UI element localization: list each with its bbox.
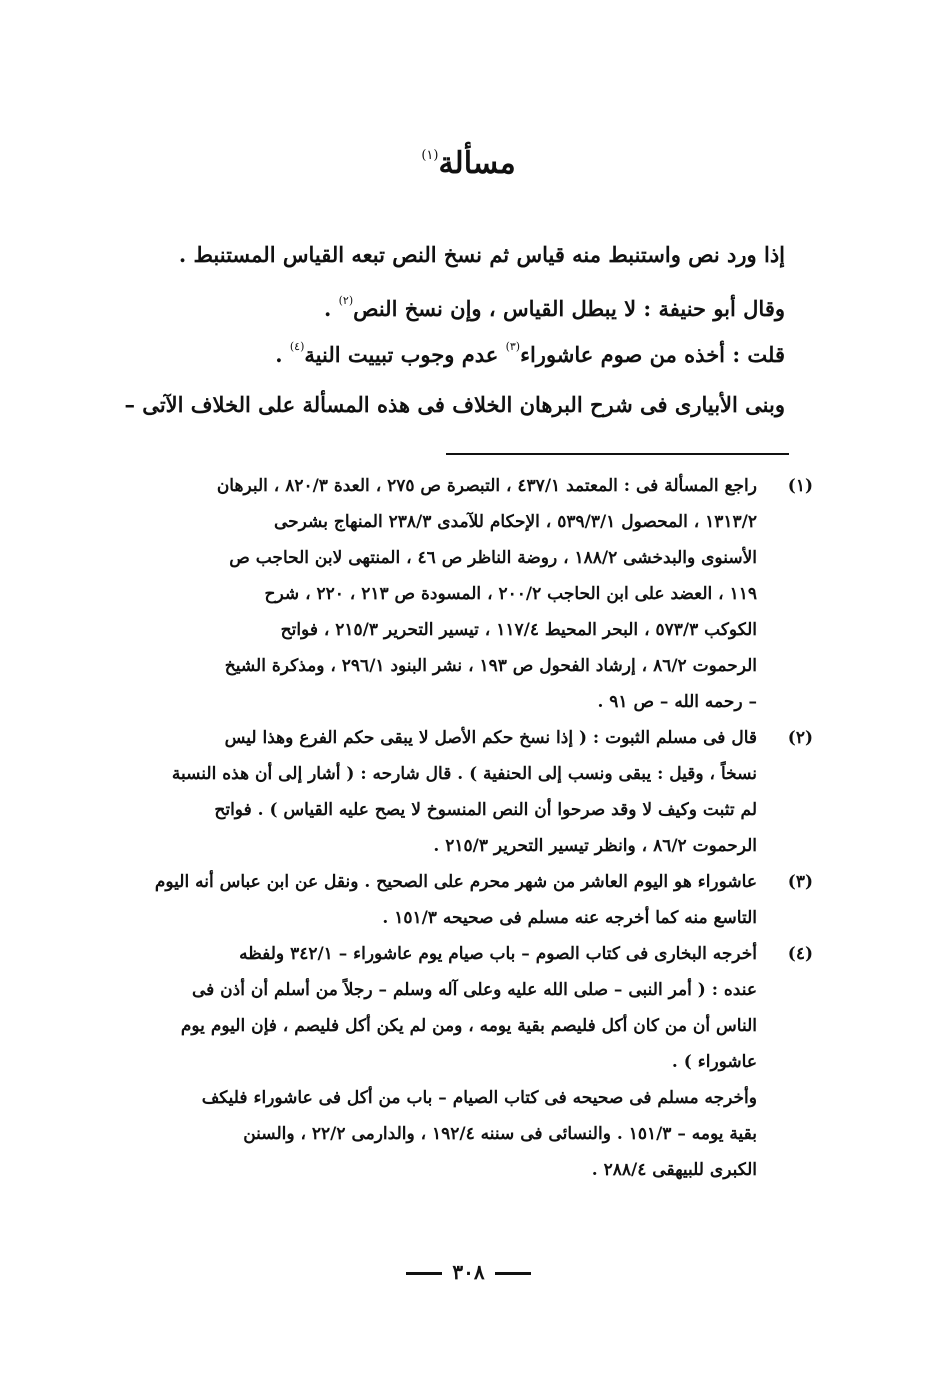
footnote-number: (١) (787, 476, 813, 496)
footnote-line: قال فى مسلم الثبوت : ( إذا نسخ حكم الأصل لا يبقى حكم الفرع وهذا ليس (224, 728, 757, 748)
footnote-3 (123, 864, 813, 936)
footnote-line: عنده : ( أمر النبى – صلى الله عليه وعلى آله وسلم – رجلاً من أسلم أن أذن فى (191, 980, 757, 1000)
footnote-line: أخرجه البخارى فى كتاب الصوم – باب صيام يوم عاشوراء – ٣٤٢/١ ولفظه (239, 944, 757, 964)
footnote-line: الناس أن من كان أكل فليصم بقية يومه ، ومن لم يكن أكل فليصم ، فإن اليوم يوم (180, 1016, 757, 1036)
footnote-text (123, 936, 757, 1188)
footnote-4 (123, 936, 813, 1188)
main-text-line-3-end: . (275, 342, 290, 367)
footnote-line: الأسنوى والبدخشى ١٨٨/٢ ، روضة الناظر ص ٤٦ ، المنتهى لابن الحاجب ص (229, 548, 757, 568)
main-text-line-3 (145, 324, 785, 370)
footnote-line: راجع المسألة فى : المعتمد ٤٣٧/١ ، التبصرة ص ٢٧٥ ، العدة ٨٢٠/٣ ، البرهان (216, 476, 757, 496)
footnote-line: الرحموت ٨٦/٢ ، إرشاد الفحول ص ١٩٣ ، نشر البنود ٢٩٦/١ ، ومذكرة الشيخ (224, 656, 757, 676)
footnote-ref-4: (٤) (289, 340, 305, 353)
main-text-line-3-middle: عدم وجوب تبييت النية (304, 342, 506, 367)
section-title-text: مسألة (438, 146, 516, 181)
page-number-dash (406, 1272, 442, 1275)
page-number-text: ٣٠٨ (452, 1260, 485, 1284)
footnote-number: (٢) (787, 728, 813, 748)
footnote-number: (٣) (787, 872, 813, 892)
footnote-ref-1: (١) (421, 148, 439, 163)
main-text-line-3-text: قلت : أخذه من صوم عاشوراء (520, 342, 785, 367)
footnote-ref-2: (٢) (338, 294, 354, 307)
main-text-line-2 (145, 278, 785, 324)
footnote-line: وأخرجه مسلم فى صحيحه فى كتاب الصيام – باب من أكل فى عاشوراء فليكف (201, 1088, 757, 1108)
footnote-text (123, 468, 757, 720)
footnote-number: (٤) (787, 944, 813, 964)
footnote-ref-3: (٣) (505, 340, 521, 353)
main-text-line-1: إذا ورد نص واستنبط منه قياس ثم نسخ النص تبعه القياس المستنبط . (178, 242, 785, 267)
main-text (124, 232, 785, 428)
footnote-line: ١٣١٣/٢ ، المحصول ٥٣٩/٣/١ ، الإحكام للآمدى ٢٣٨/٣ المنهاج بشرحى (273, 512, 757, 532)
footnote-line: الكبرى للبيهقى ٢٨٨/٤ . (591, 1160, 757, 1180)
footnote-line: بقية يومه – ١٥١/٣ . والنسائى فى سننه ١٩٢/٤ ، والدارمى ٢٢/٢ ، والسنن (243, 1124, 757, 1144)
footnote-2 (123, 720, 813, 864)
main-text-line-2-text: وقال أبو حنيفة : لا يبطل القياس ، وإن نسخ النص (353, 296, 785, 321)
page-number-dash (495, 1272, 531, 1275)
footnote-text (123, 864, 757, 936)
main-text-line-4: وبنى الأبيارى فى شرح البرهان الخلاف فى هذه المسألة على الخلاف الآتى – (124, 392, 785, 417)
footnote-line: عاشوراء ) . (671, 1052, 757, 1072)
footnotes (123, 468, 813, 1188)
footnote-line: الكوكب ٥٧٣/٣ ، البحر المحيط ١١٧/٤ ، تيسير التحرير ٢١٥/٣ ، فواتح (280, 620, 757, 640)
footnote-line: الرحموت ٨٦/٢ ، وانظر تيسير التحرير ٢١٥/٣ . (433, 836, 757, 856)
footnote-text (123, 720, 757, 864)
footnote-line: ١١٩ ، العضد على ابن الحاجب ٢٠٠/٢ ، المسودة ص ٢١٣ ، ٢٢٠ ، شرح (264, 584, 757, 604)
footnote-line: – رحمه الله – ص ٩١ . (597, 692, 757, 712)
main-text-line-2-end: . (323, 296, 339, 321)
footnote-line: نسخاً ، وقيل : يبقى ونسب إلى الحنفية ) . قال شارحه : ( أشار إلى أن هذه النسبة (171, 764, 757, 784)
page-number (0, 1260, 937, 1284)
section-title (0, 146, 937, 181)
footnote-line: عاشوراء هو اليوم العاشر من شهر محرم على الصحيح . ونقل عن ابن عباس أنه اليوم (154, 872, 757, 892)
footnote-line: لم تثبت وكيف لا وقد صرحوا أن النص المنسوخ لا يصح عليه القياس ) . فواتح (214, 800, 757, 820)
footnote-1 (123, 468, 813, 720)
footnote-separator (446, 453, 789, 455)
footnote-line: التاسع منه كما أخرجه عنه مسلم فى صحيحه ١٥١/٣ . (382, 908, 757, 928)
